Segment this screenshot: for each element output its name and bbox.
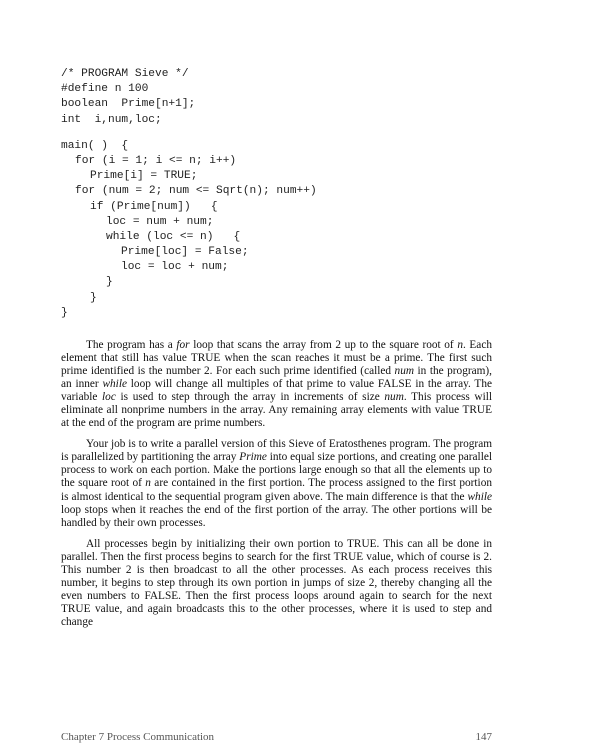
code-line: /* PROGRAM Sieve */: [61, 68, 189, 80]
code-line: loc = loc + num;: [121, 261, 229, 274]
code-line: int i,num,loc;: [61, 113, 162, 126]
code-line: loc = num + num;: [106, 215, 214, 228]
code-line: for (i = 1; i <= n; i++): [75, 154, 237, 167]
paragraph-3: All processes begin by initializing their own portion to TRUE. This can all be done in parallel. Then the first process begins to search for the first TRUE value, which of course is 2. This number 2 is then broadcast to all the other processes. As each process receives this number, it begins to step through its own portion in jumps of size 2, thereby changing all the even numbers to FALSE. Then the first process loops around again to search for the next TRUE value, and again broadcasts this to the other processes, where it is used to step and change: [61, 537, 492, 628]
code-line: while (loc <= n) {: [106, 230, 241, 243]
code-line: }: [61, 306, 68, 319]
code-line: boolean Prime[n+1];: [61, 98, 196, 111]
code-line: Prime[loc] = False;: [121, 246, 249, 259]
code-line: }: [90, 291, 97, 304]
code-line: for (num = 2; num <= Sqrt(n); num++): [75, 185, 317, 198]
body-text: [61, 339, 492, 637]
paragraph-1: The program has a for loop that scans the array from 2 up to the square root of n. Each element that still has value TRUE when the scan reaches it must be a prime. The first such prime identified is the number 2. For each such prime identified (called num in the program), an inner while loop will change all multiples of that prime to value FALSE in the array. The variable loc is used to step through the array in increments of size num. This process will eliminate all nonprime numbers in the array. Any remaining array elements with value TRUE at the end of the program are prime numbers.: [61, 339, 492, 430]
page-footer: [61, 731, 492, 743]
code-line: }: [106, 276, 113, 289]
paragraph-2: Your job is to write a parallel version of this Sieve of Eratosthenes program. The program is parallelized by partitioning the array Prime into equal size portions, and creating one parallel process to work on each portion. Make the portions large enough so that all the elements up to the square root of n are contained in the first portion. The process assigned to the first portion is almost identical to the sequential program given above. The main difference is that the while loop stops when it reaches the end of the first portion of the array. The other portions will be handled by their own processes.: [61, 438, 492, 529]
code-listing: [61, 67, 317, 321]
code-line: if (Prime[num]) {: [90, 200, 218, 213]
code-line: main( ) {: [61, 139, 129, 152]
code-line: Prime[i] = TRUE;: [90, 170, 198, 183]
code-line: #define n 100: [61, 83, 149, 96]
chapter-label: Chapter 7 Process Communication: [61, 731, 215, 743]
page-number: 147: [475, 731, 492, 743]
